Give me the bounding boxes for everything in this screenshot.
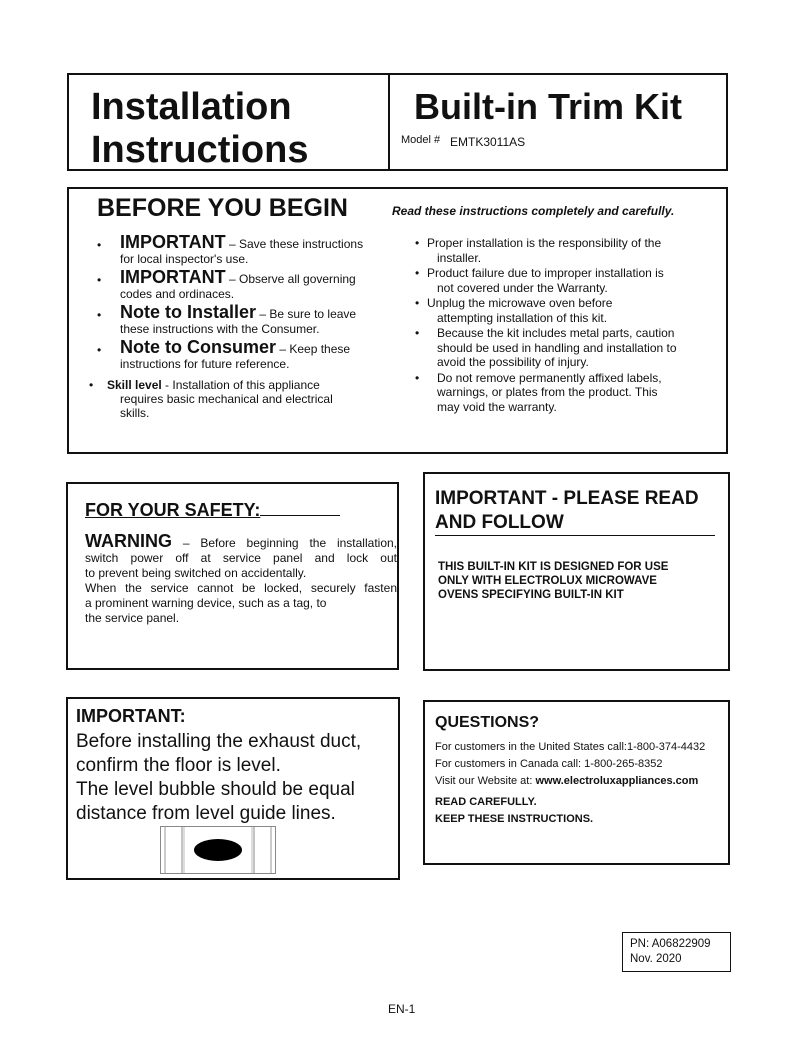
item-text: – Save these instructions <box>225 237 364 251</box>
read-follow-body <box>438 560 668 602</box>
model-label: Model # <box>401 134 441 146</box>
read-follow-box <box>423 472 730 671</box>
read-carefully: READ CAREFULLY. <box>435 796 537 808</box>
item-text: – Observe all governing <box>225 272 356 286</box>
safety-heading <box>85 500 370 521</box>
pn-number: A06822909 <box>651 938 711 950</box>
level-line: The level bubble should be equal <box>76 779 355 800</box>
bullet-icon: • <box>97 238 102 252</box>
bullet-icon: • <box>415 296 420 310</box>
item-label: IMPORTANT <box>120 267 226 287</box>
safety-line: to prevent being switched on accidentally. <box>85 566 307 580</box>
body-line: THIS BUILT-IN KIT IS DESIGNED FOR USE <box>438 561 669 573</box>
safety-line: the service panel. <box>85 611 180 625</box>
item-label: Note to Consumer <box>120 337 277 357</box>
level-bubble <box>194 839 242 861</box>
list-item <box>97 232 387 270</box>
item-text: avoid the possibility of injury. <box>437 355 589 369</box>
item-text: instructions for future reference. <box>120 357 290 371</box>
item-text: codes and ordinaces. <box>120 287 235 301</box>
before-you-begin-box <box>67 187 728 454</box>
canada-phone-line: For customers in Canada call: 1-800-265-8352 <box>435 758 663 770</box>
questions-heading: QUESTIONS? <box>435 714 540 731</box>
item-text: skills. <box>120 406 150 420</box>
item-text: Proper installation is the responsibility of the <box>427 236 662 250</box>
website-prefix: Visit our Website at: <box>435 775 536 787</box>
product-title: Built-in Trim Kit <box>414 86 682 127</box>
bullet-icon: • <box>415 370 420 385</box>
before-you-begin-subheading: Read these instructions completely and carefully. <box>392 204 675 218</box>
list-item <box>415 296 715 325</box>
bullet-icon: • <box>89 378 94 392</box>
item-text: Do not remove permanently affixed labels, <box>437 370 662 385</box>
level-bubble-illustration <box>160 826 276 874</box>
list-item <box>415 371 715 415</box>
list-item <box>89 378 387 420</box>
safety-warning-text <box>85 531 397 626</box>
part-number-box <box>622 932 731 972</box>
pn-date: Nov. 2020 <box>630 953 682 965</box>
questions-box <box>423 700 730 865</box>
list-item <box>97 337 387 375</box>
item-text: installer. <box>437 250 482 265</box>
safety-line: a prominent warning device, such as a tag, to <box>85 596 327 610</box>
bullet-icon: • <box>97 308 102 322</box>
level-line: confirm the floor is level. <box>76 755 281 776</box>
title-line-1: Installation <box>91 86 292 128</box>
item-text: for local inspector's use. <box>120 252 249 266</box>
level-important-box <box>66 697 400 880</box>
safety-line: – Before beginning the installation, <box>172 536 397 550</box>
header-title-box <box>67 73 390 171</box>
level-line: distance from level guide lines. <box>76 803 336 824</box>
item-text: requires basic mechanical and electrical <box>120 392 333 406</box>
item-text: Because the kit includes metal parts, caution <box>437 326 675 340</box>
item-label: Note to Installer <box>120 302 257 322</box>
us-phone-line: For customers in the United States call:1-800-374-4432 <box>435 741 706 753</box>
bullet-icon: • <box>97 343 102 357</box>
part-number-text <box>630 937 711 967</box>
item-text: attempting installation of this kit. <box>437 310 608 325</box>
bullet-icon: • <box>415 266 420 280</box>
list-item <box>97 267 387 305</box>
level-line: Before installing the exhaust duct, <box>76 731 362 752</box>
header-product-box <box>388 73 728 171</box>
item-text: these instructions with the Consumer. <box>120 322 320 336</box>
read-follow-heading <box>435 487 715 536</box>
heading-line: AND FOLLOW <box>435 511 715 536</box>
website-link[interactable]: www.electroluxappliances.com <box>535 775 699 787</box>
safety-heading-text: FOR YOUR SAFETY: <box>85 500 261 520</box>
list-item <box>97 302 387 340</box>
bullet-icon: • <box>415 326 420 340</box>
page-number: EN-1 <box>388 1002 416 1016</box>
item-text: not covered under the Warranty. <box>437 280 608 295</box>
heading-line: IMPORTANT - PLEASE READ <box>435 488 699 509</box>
item-text: Product failure due to improper installation is <box>427 266 664 280</box>
list-item <box>415 326 715 370</box>
safety-line: switch power off at service panel and lock out <box>85 551 397 565</box>
warning-label: WARNING <box>85 531 172 551</box>
item-text: should be used in handling and installation to <box>437 340 677 355</box>
safety-box <box>66 482 399 670</box>
item-label: Skill level <box>107 378 162 392</box>
right-bullet-list <box>415 236 715 414</box>
level-text <box>76 730 361 826</box>
item-text: warnings, or plates from the product. This <box>437 385 658 399</box>
list-item <box>415 266 715 295</box>
model-number: EMTK3011AS <box>450 135 526 149</box>
pn-label: PN: <box>630 938 650 950</box>
item-text: – Be sure to leave <box>256 307 357 321</box>
title-line-2: Instructions <box>91 129 309 171</box>
item-label: IMPORTANT <box>120 232 226 252</box>
before-you-begin-heading: BEFORE YOU BEGIN <box>97 194 348 222</box>
item-text: may void the warranty. <box>437 399 557 414</box>
safety-line: When the service cannot be locked, securely fasten <box>85 581 397 595</box>
website-line <box>435 773 698 790</box>
bullet-icon: • <box>97 273 102 287</box>
body-line: OVENS SPECIFYING BUILT-IN KIT <box>438 589 624 601</box>
bullet-icon: • <box>415 236 420 250</box>
item-text: Unplug the microwave oven before <box>427 296 613 310</box>
level-heading: IMPORTANT: <box>76 706 186 726</box>
left-bullet-list <box>89 232 387 420</box>
body-line: ONLY WITH ELECTROLUX MICROWAVE <box>438 575 657 587</box>
keep-instructions: KEEP THESE INSTRUCTIONS. <box>435 813 594 825</box>
item-text: - Installation of this appliance <box>161 378 320 392</box>
list-item <box>415 236 715 265</box>
item-text: – Keep these <box>276 342 351 356</box>
